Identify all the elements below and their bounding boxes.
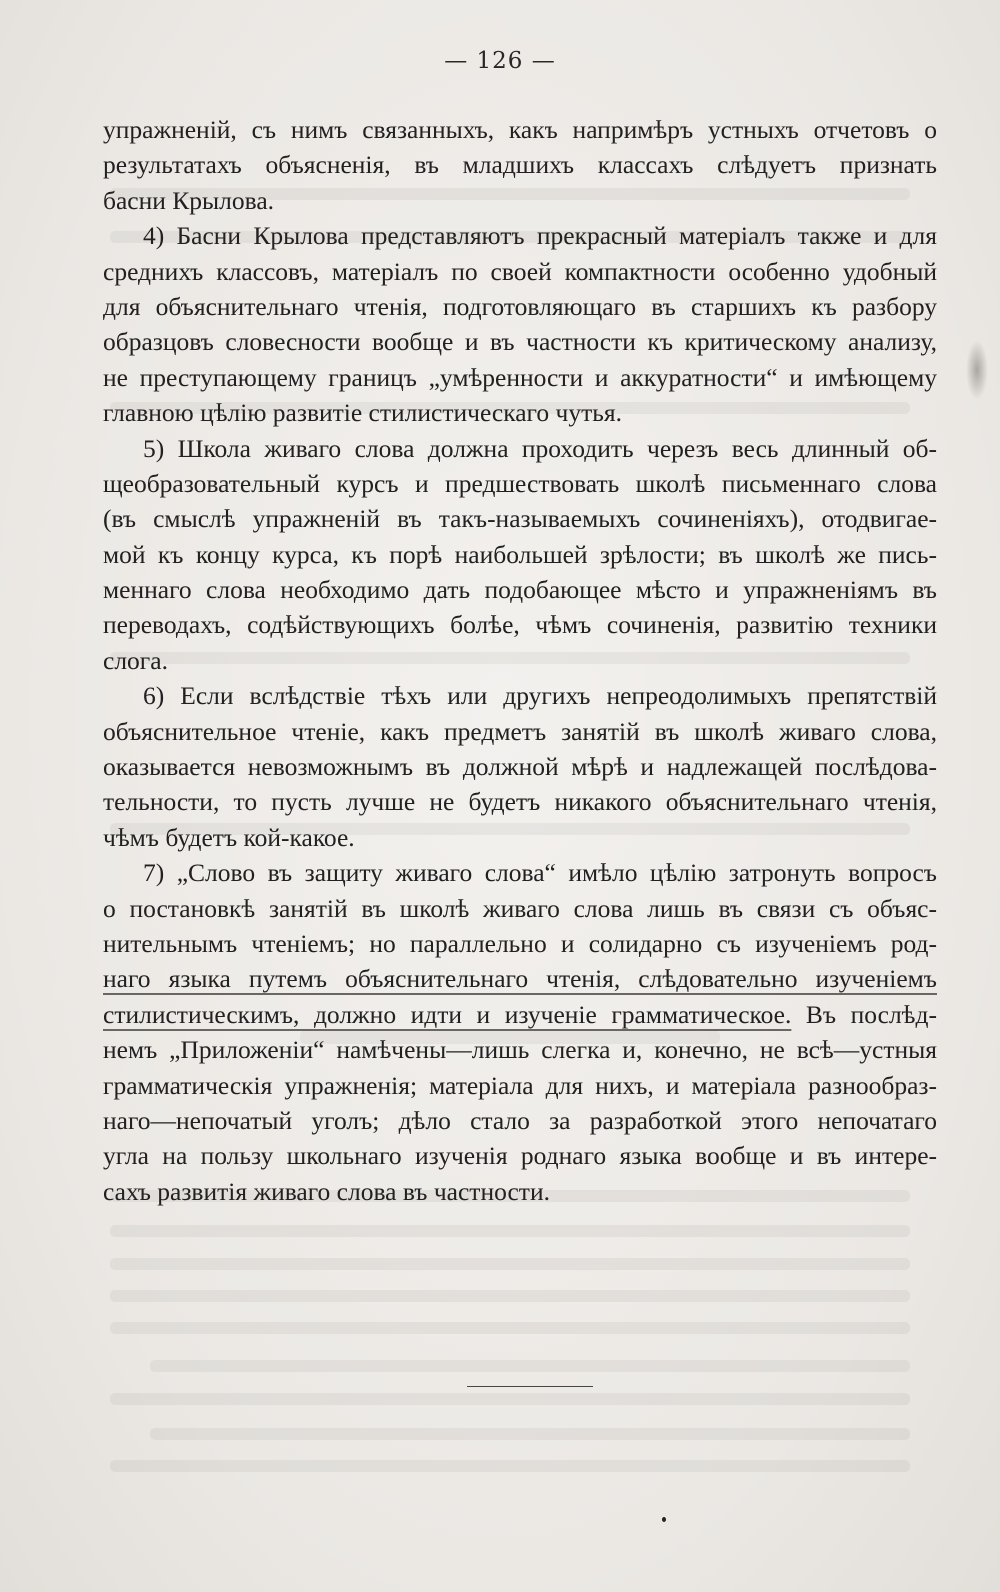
text-line: немъ „Приложеніи“ намѣчены—лишь слегка и, конечно, не всѣ—устныя — [103, 1035, 937, 1065]
paragraph-6-first-line: 6) Если вслѣдствіе тѣхъ или другихъ непреодолимыхъ препятствій — [143, 681, 937, 711]
text-line: грамматическія упражненія; матеріала для нихъ, и матеріала разнообраз- — [103, 1070, 937, 1100]
text-line: меннаго слова необходимо дать подобающее мѣсто и упражненіямъ въ — [103, 575, 937, 605]
underlined-text-line — [103, 961, 937, 996]
page-number: — 126 — — [444, 48, 556, 74]
text-line: (въ смыслѣ упражненій въ такъ-называемыхъ сочиненіяхъ), отодвигае- — [103, 504, 937, 534]
text-line: не преступающему границъ „умѣренности и аккуратности“ и имѣющему — [103, 362, 937, 392]
text-line: нительнымъ чтеніемъ; но параллельно и солидарно съ изученіемъ род- — [103, 928, 937, 958]
text-line: переводахъ, содѣйствующихъ болѣе, чѣмъ сочиненія, развитію техники — [103, 610, 937, 640]
text-line: среднихъ классовъ, матеріалъ по своей компактности особенно удобный — [103, 256, 937, 286]
text-line: слога. — [103, 645, 168, 675]
text-fragment: Въ послѣд- — [791, 999, 937, 1029]
text-line: чѣмъ будетъ кой-какое. — [103, 822, 355, 852]
text-line: щеобразовательный курсъ и предшествовать школѣ письменнаго слова — [103, 468, 937, 498]
paragraph-4-first-line: 4) Басни Крылова представляютъ прекрасный матеріалъ также и для — [143, 221, 937, 251]
pencil-underline: наго языка путемъ объяснительнаго чтенія, слѣдовательно изученіемъ — [103, 964, 937, 994]
text-line: главною цѣлію развитіе стилистическаго чутья. — [103, 398, 622, 428]
text-line: упражненій, съ нимъ связанныхъ, какъ напримѣръ устныхъ отчетовъ о — [103, 115, 937, 144]
text-line: мой къ концу курса, къ порѣ наибольшей зрѣлости; въ школѣ же пись- — [103, 539, 937, 569]
text-line: образцовъ словесности вообще и въ частности къ критическому анализу, — [103, 327, 937, 357]
underlined-text-line — [103, 997, 937, 1032]
edge-smudge — [966, 340, 988, 400]
text-line: о постановкѣ занятій въ школѣ живаго слова лишь въ связи съ объяс- — [103, 893, 937, 923]
ink-dot — [662, 1517, 666, 1522]
text-line: результатахъ объясненія, въ младшихъ классахъ слѣдуетъ признать — [103, 150, 937, 180]
text-line: для объяснительнаго чтенія, подготовляющаго въ старшихъ къ разбору — [103, 291, 937, 321]
paragraph-5-first-line: 5) Школа живаго слова должна проходить черезъ весь длинный об- — [143, 433, 937, 463]
text-line: басни Крылова. — [103, 185, 275, 215]
body-text — [103, 112, 937, 1209]
text-line: объяснительное чтеніе, какъ предметъ занятій въ школѣ живаго слова, — [103, 716, 937, 746]
text-line: оказывается невозможнымъ въ должной мѣрѣ и надлежащей послѣдова- — [103, 752, 937, 782]
paragraph-7-first-line: 7) „Слово въ защиту живаго слова“ имѣло цѣлію затронуть вопросъ — [143, 858, 937, 888]
text-line: угла на пользу школьнаго изученія роднаго языка вообще и въ интере- — [103, 1141, 937, 1171]
section-rule — [467, 1386, 593, 1387]
text-line: сахъ развитія живаго слова въ частности. — [103, 1176, 550, 1206]
pencil-underline: стилистическимъ, должно идти и изученіе грамматическое. — [103, 999, 792, 1029]
text-line: наго—непочатый уголъ; дѣло стало за разработкой этого непочатаго — [103, 1105, 937, 1135]
text-line: тельности, то пусть лучше не будетъ никакого объяснительнаго чтенія, — [103, 787, 937, 817]
